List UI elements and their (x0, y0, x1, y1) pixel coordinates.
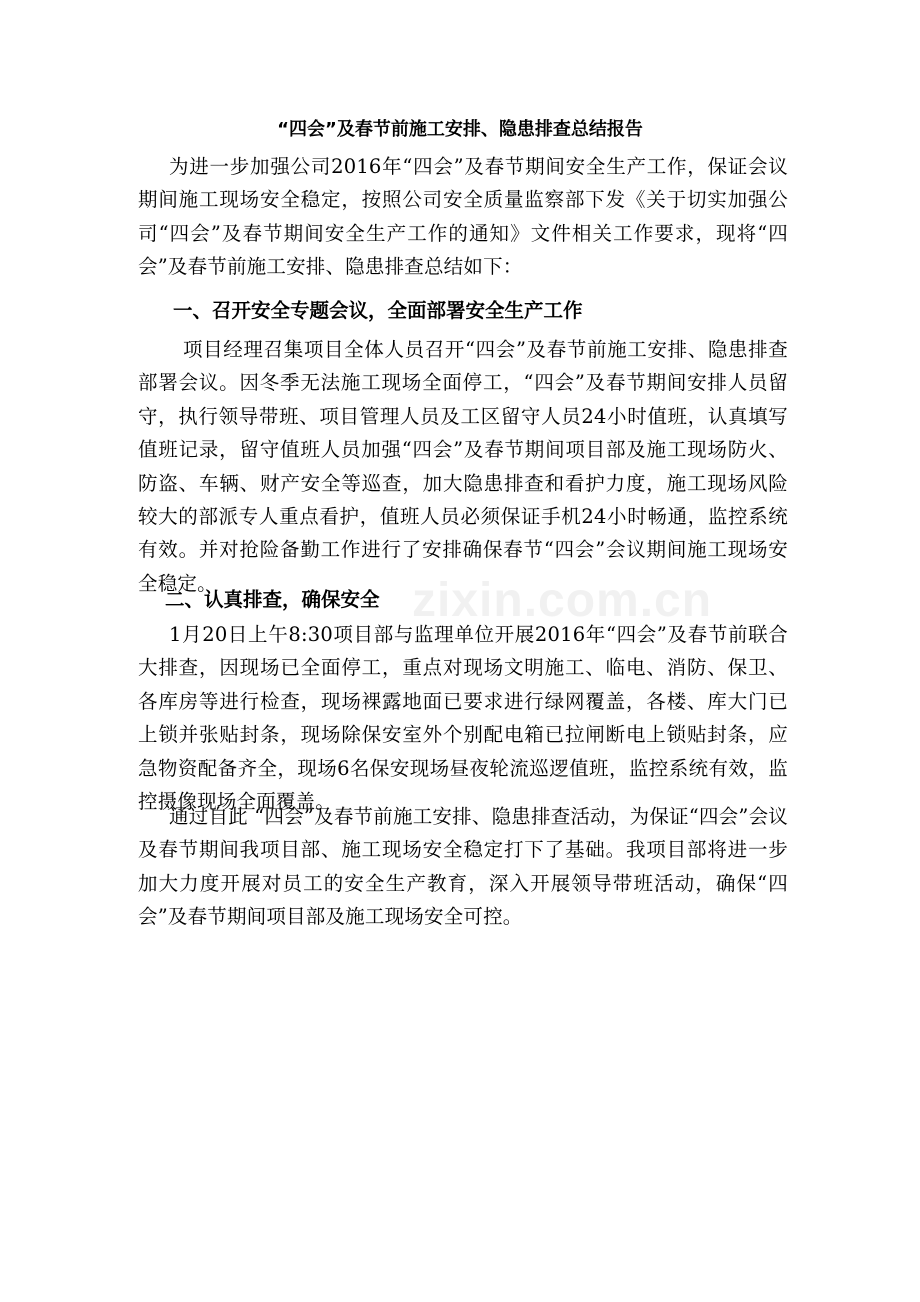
section-2-paragraph: 1月20日上午8:30项目部与监理单位开展2016年“四会”及春节前联合大排查，因现场已全面停工，重点对现场文明施工、临电、消防、保卫、各库房等进行检查，现场裸露地面已要求进行绿网覆盖，各楼、库大门已上锁并张贴封条，现场除保安室外个别配电箱已拉闸断电上锁贴封条，应急物资配备齐全，现场6名保安现场昼夜轮流巡逻值班，监控系统有效，监控摄像现场全面覆盖。 (138, 623, 788, 814)
document-title: “四会”及春节前施工安排、隐患排查总结报告 (277, 119, 643, 140)
conclusion-paragraph: 通过自此 “四会”及春节前施工安排、隐患排查活动，为保证“四会”会议及春节期间我项目部、施工现场安全稳定打下了基础。我项目部将进一步加大力度开展对员工的安全生产教育，深入开展领导带班活动，确保“四会”及春节期间项目部及施工现场安全可控。 (138, 805, 788, 929)
section-2-heading: 二、认真排查，确保安全 (165, 588, 380, 611)
section-1-heading: 一、召开安全专题会议，全面部署安全生产工作 (173, 299, 583, 322)
section-1-paragraph: 项目经理召集项目全体人员召开“四会”及春节前施工安排、隐患排查部署会议。因冬季无法施工现场全面停工，“四会”及春节期间安排人员留守，执行领导带班、项目管理人员及工区留守人员24小时值班，认真填写值班记录，留守值班人员加强“四会”及春节期间项目部及施工现场防火、防盗、车辆、财产安全等巡查，加大隐患排查和看护力度，施工现场风险较大的部派专人重点看护，值班人员必须保证手机24小时畅通，监控系统有效。并对抢险备勤工作进行了安排确保春节“四会”会议期间施工现场安全稳定。 (138, 338, 788, 595)
watermark-logo: zixin.com.cn (412, 574, 713, 627)
intro-paragraph: 为进一步加强公司2016年“四会”及春节期间安全生产工作，保证会议期间施工现场安全稳定，按照公司安全质量监察部下发《关于切实加强公司“四会”及春节期间安全生产工作的通知》文件相关工作要求，现将“四会”及春节前施工安排、隐患排查总结如下： (138, 155, 788, 279)
